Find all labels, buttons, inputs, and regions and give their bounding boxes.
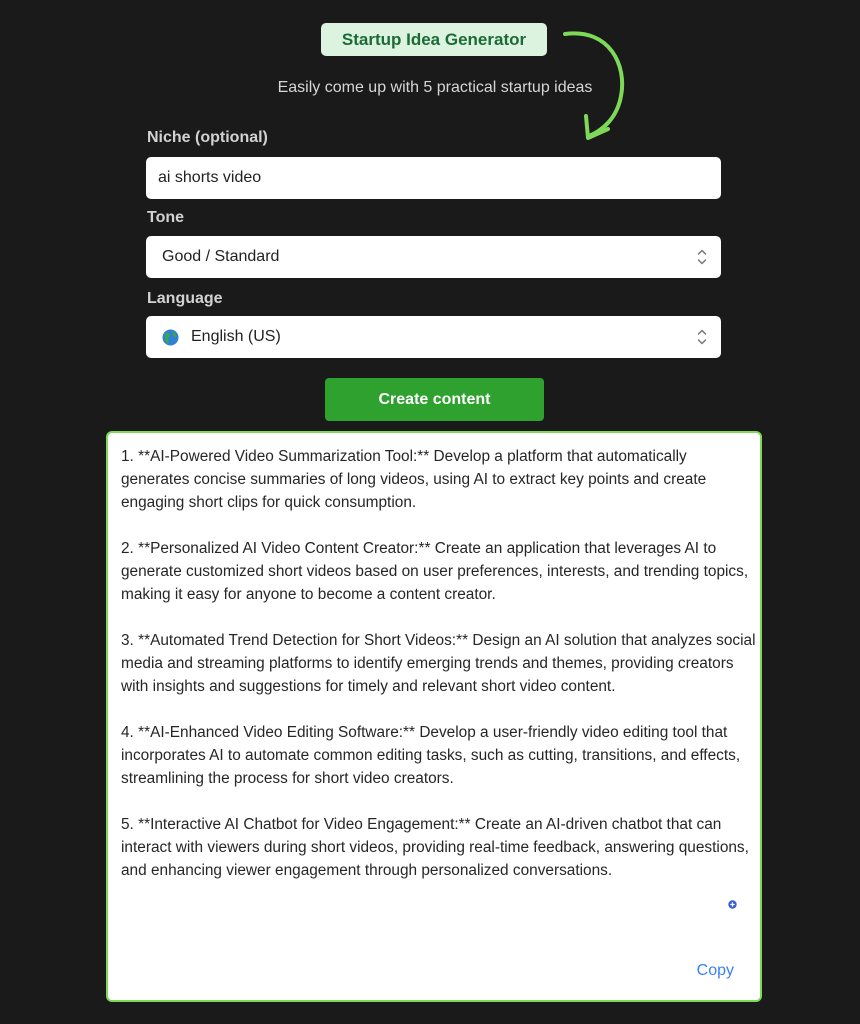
add-circle-icon[interactable]: [728, 900, 737, 909]
language-select-value: English (US): [191, 328, 281, 345]
niche-label: Niche (optional): [147, 129, 268, 146]
select-chevrons-icon: [697, 248, 707, 266]
idea-item: 3. **Automated Trend Detection for Short Videos:** Design an AI solution that analyzes social media and streaming platforms to identify emerging trends and themes, providing creators with insights and suggestions for timely and relevant short video content.: [121, 632, 756, 695]
create-content-button[interactable]: Create content: [325, 378, 544, 421]
niche-input[interactable]: [146, 157, 721, 199]
generated-output-box[interactable]: [106, 431, 762, 1002]
generated-ideas[interactable]: [121, 445, 757, 905]
idea-item: 5. **Interactive AI Chatbot for Video Engagement:** Create an AI-driven chatbot that can interact with viewers during short videos, providing real-time feedback, answering questions, and enhancing viewer engagement through personalized conversations.: [121, 816, 749, 879]
select-chevrons-icon: [697, 328, 707, 346]
page-subtitle: Easily come up with 5 practical startup ideas: [277, 79, 593, 96]
language-select[interactable]: [146, 316, 721, 358]
globe-icon: [162, 329, 179, 346]
copy-button[interactable]: Copy: [696, 962, 734, 979]
tone-select[interactable]: [146, 236, 721, 278]
idea-item: 1. **AI-Powered Video Summarization Tool:** Develop a platform that automatically generates concise summaries of long videos, using AI to extract key points and create engaging short clips for quick consumption.: [121, 448, 707, 511]
language-label: Language: [147, 290, 223, 307]
app-title-badge: Startup Idea Generator: [321, 23, 547, 56]
tone-label: Tone: [147, 209, 185, 226]
niche-input-value: ai shorts video: [158, 169, 262, 186]
tone-select-value: Good / Standard: [162, 248, 280, 265]
idea-item: 2. **Personalized AI Video Content Creator:** Create an application that leverages AI to generate customized short videos based on user preferences, interests, and trending topics, making it easy for anyone to become a content creator.: [121, 540, 749, 603]
idea-item: 4. **AI-Enhanced Video Editing Software:** Develop a user-friendly video editing tool that incorporates AI to automate common editing tasks, such as cutting, transitions, and effects, streamlining the process for short video creators.: [121, 724, 741, 787]
